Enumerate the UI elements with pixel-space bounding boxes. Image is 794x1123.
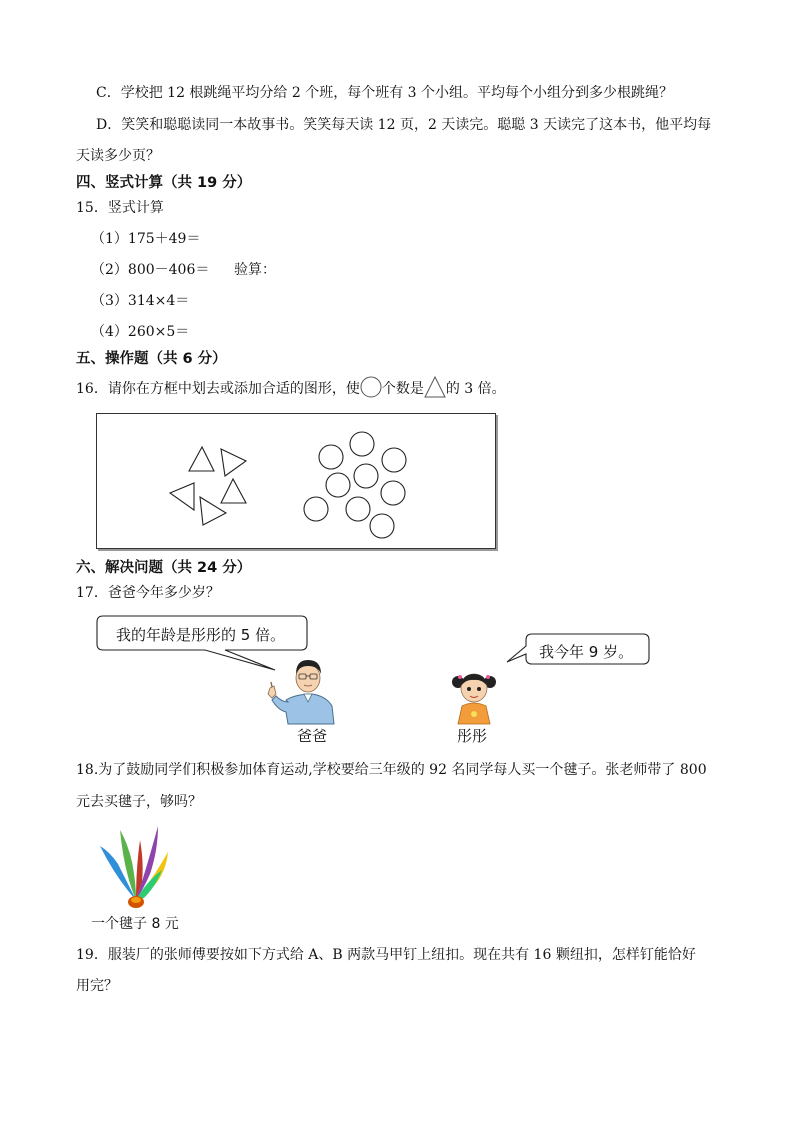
- triangle-shape[interactable]: [221, 449, 246, 476]
- circle-icon: [360, 376, 382, 398]
- girl-label: 彤彤: [457, 727, 488, 745]
- question-17: 17．爸爸今年多少岁？: [76, 585, 220, 601]
- triangle-shape[interactable]: [170, 483, 194, 510]
- triangle-shape[interactable]: [189, 447, 214, 471]
- circle-shape[interactable]: [350, 432, 374, 456]
- section5-heading: 五、操作题（共 6 分）: [76, 351, 227, 367]
- circle-shape[interactable]: [370, 514, 394, 538]
- circle-shape[interactable]: [304, 497, 328, 521]
- shape-figures[interactable]: [96, 413, 494, 547]
- circle-shape[interactable]: [326, 473, 350, 497]
- question-18-line1: 18.为了鼓励同学们积极参加体育运动,学校要给三年级的 92 名同学每人买一个毽子。张老师带了 800: [76, 762, 707, 778]
- question-16: [76, 378, 506, 400]
- check-label: 验算：: [234, 262, 276, 278]
- q16-text-2: 个数是: [381, 381, 424, 397]
- girl-bubble-text: 我今年 9 岁。: [539, 643, 634, 661]
- calc-4: （4）260×5＝: [91, 324, 190, 340]
- question-18-line2: 元去买毽子，够吗？: [76, 794, 202, 810]
- section6-heading: 六、解决问题（共 24 分）: [76, 560, 252, 576]
- item-c: C．学校把 12 根跳绳平均分给 2 个班，每个班有 3 个小组。平均每个小组分到多少根跳绳？: [96, 85, 674, 101]
- circle-shape[interactable]: [381, 481, 405, 505]
- triangle-shape[interactable]: [221, 479, 246, 503]
- shuttlecock-caption: 一个毽子 8 元: [91, 916, 179, 932]
- question-19-line1: 19．服装厂的张师傅要按如下方式给 A、B 两款马甲钉上纽扣。现在共有 16 颗纽扣，怎样钉能恰好: [76, 947, 696, 963]
- circle-shape[interactable]: [346, 497, 370, 521]
- dad-bubble-text: 我的年龄是彤彤的 5 倍。: [116, 626, 286, 644]
- question-19-line2: 用完？: [76, 978, 118, 994]
- circle-shape[interactable]: [319, 445, 343, 469]
- item-d-line2: 天读多少页？: [76, 148, 160, 164]
- section4-heading: 四、竖式计算（共 19 分）: [76, 175, 252, 191]
- q16-text-1: 16．请你在方框中划去或添加合适的图形，使: [76, 381, 360, 397]
- q16-text-3: 的 3 倍。: [445, 381, 506, 397]
- question-15: 15．竖式计算: [76, 200, 164, 216]
- triangle-icon: [424, 376, 446, 398]
- calc-1: （1）175＋49＝: [91, 231, 201, 247]
- item-d-line1: D．笑笑和聪聪读同一本故事书。笑笑每天读 12 页，2 天读完。聪聪 3 天读完了这本书，他平均每: [96, 117, 712, 133]
- shuttlecock-illustration: [96, 822, 176, 912]
- circle-shape[interactable]: [382, 448, 406, 472]
- dad-label: 爸爸: [297, 727, 328, 745]
- calc-2: （2）800－406＝: [91, 262, 210, 278]
- girl-illustration: [452, 668, 496, 724]
- dad-illustration: [266, 656, 338, 724]
- calc-3: （3）314×4＝: [91, 293, 190, 309]
- circle-shape[interactable]: [354, 464, 378, 488]
